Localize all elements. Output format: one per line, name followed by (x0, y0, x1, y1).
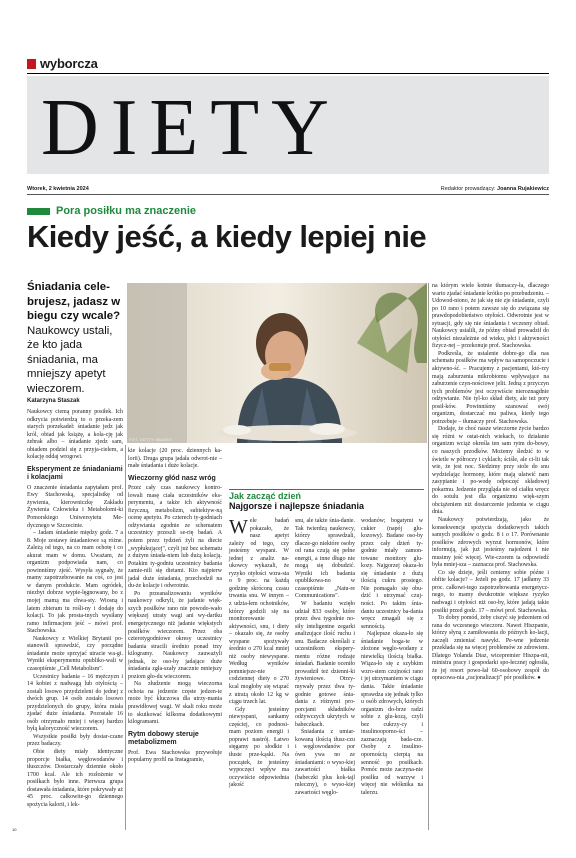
article-photo (127, 283, 427, 443)
paragraph: Naukowcy z Wielkiej Brytanii po-stanowili sprawdzić, czy porządne śniadanie może sprzyjać utracie wa-gi. Wyniki eksperymentu opubliko-wali w czasopiśmie „Cell Metabolism". (27, 635, 123, 672)
paragraph: Przez cały czas naukowcy kontro-lowali masę ciała uczestników eks-perymentu, a także ich aktywność fizyczną, metabolizm, subiektyw-ną ocenę apetytu. Po czterech ty-godniach odżywiania zgodnie ze schematem uczestnicy przeszli se-rię badań. A potem przez tydzień żyli na diecie „wypłukującej", czyli już bez schematu z dużym śniada-niem lub dużą kolacją. Potakim ty-godniu uczestnicy badania zamie-nili się dietami. Kto najpierw jadał duże śniadania, przechodził na du-że kolacje i odwrotnie. (128, 485, 222, 590)
editor-credit (441, 186, 549, 192)
paragraph: Dodaje, że choć nasze wieczorne życie bardzo się różni w ostat-nich wiekach, to działanie organizm wciąż określa ten sam rytm do-bowy, co naszych przodków. Możemy śledzić to w świetle w półroczy i cyklach; ściśle, ale ci-lii tak wie, że jest noc. Siedzimy przy stole do snu wydzielając hormony, które mają ułatwić nam zasypianie i po-wodę odpoczęć składowej pokarmu. Jedzenie przygląda nie od ciałku wręcz do sotulu jest dla organizmu więk-szym obciążeniem niż dostarczenie jedzenia w ciągu dnia. (432, 426, 549, 516)
paragraph: kie kolacje (20 proc. dziennych ka-lorii). Druga grupa jadała odwrot-nie – małe śniadania i duże kolacje. (128, 448, 222, 470)
text-column-6 (432, 283, 549, 683)
paragraph: Podkreśla, że ustalenie dobre-go dla nas schematu posiłków ma wpływ na samopoczucie i aktywno-ść. – Pracujemy z pacjentami, któ-rzy mają zaburzenia mikrobiomu wpływające na zaburzenie czyn-nościowe jelit. Jedną z przyczyn tych problemów jest oczywiście nieroznagdnie odżywianie. Nie tyl-ko skład diety, ale też pory posił-ków. Powinniśmy szanować swój organizm, dostarczać mu paliwa, kiedy tego potrzebuje – tłumaczy prof. Stachowska. (432, 350, 549, 425)
box-top-rule (229, 489, 424, 490)
box-column-1 (229, 518, 289, 790)
paragraph: To dobry pomód, żeby ciszyć się jedzeniem od rana do wczesnego wieczoru. Nawet Hiszpanie, którzy słyną z zamiłowania do późnych ko-lacji, zaczęli zmieniać nawyki. Pe-wne jedzenie przekłada się na więcej problemów ze zdrowiem. Dlatego Yolanda Diaz, wicepremier Hiszpa-nii, ministra pracy i gospodarki spo-łecznej ogłosiła, że jej resort powo-łał 60-osobowy zespół do opracowa-nia „racjonalizacji" pór posiłków. ● (432, 615, 549, 682)
editor-label: Redaktor prowadzący: (440, 186, 498, 192)
article-lead (27, 280, 123, 396)
box-title: Najgorsze i najlepsze śniadania (229, 501, 365, 511)
paragraph: Naukowcy potwierdzają, jako że konsekwencje spożycia dodatkowych takich samych posiłków o godz. 8 i o 17. Porównanie posiłków zdrowych wyrzut hormonów, które informują, jak już jesteśmy najedzeni i nie musimy jeść więcej. Wie-czorem ta odpowiedź była mniej-sza – zaznacza prof. Stachowska. (432, 516, 549, 569)
top-rule (27, 73, 549, 74)
paragraph: Wszystkie posiłki były dostar-czane przez badaczy. (27, 733, 123, 748)
paragraph: Po przeanalizowaniu wyników naukowcy odkryli, że jadanie więk-szych posiłków rano nie powodo-wało większej utraty wagi ani wy-dartku energetycznego niż jadanie więkstych posiłków wieczorem. Przez oba czterotygodniowe okresy uczestnicy badania stracili średnio ponad trzy kilogramy. Naukowcy zauważyli jednak, że oso-by jadające duże śniadania zgła-szały znacznie mniejszy poziom gło-du wieczorem. (128, 590, 222, 680)
lead-text: Naukowcy ustali, że kto jada śniadania, ma mniejszy apetyt wieczorem. (27, 324, 113, 395)
logo-square (27, 59, 36, 69)
article-kicker: Pora posiłku ma znaczenie (56, 205, 196, 217)
box-column-2 (295, 518, 355, 797)
lead-bold: Śniadania cele-brujesz, jadasz w biegu czy wcale? (27, 281, 121, 322)
paragraph: Uczestnicy badania – 16 mężczyzn i 14 kobiet z nadwagą lub otyłością – zostali losowo przydzieleni do jednej z dwóch grup. 14 osób zostało losowo przydzielonych do grupy, która miała zjadać duże śniadania. Pozostałe 16 osób otrzymało mniej i więcej bardzo byłą kaloryczność wieczorem. (27, 673, 123, 733)
column-divider (428, 283, 429, 830)
intro-paragraph: Naukowcy ciemą poranny posiłek. Ich odkrycia potwierdzą to o przeka-zem starych porzekadeł: śniadanie jedz jak król, obiad jak książę, a kola-cję jak żebrak albo – śniadanie zjedz sam, obiadem podziel się z przyja-cielem, a kolację oddaj wrogowi. (27, 409, 123, 461)
editor-name: Joanna Rujakiewicz (497, 186, 549, 192)
masthead (27, 56, 98, 71)
drop-cap: W (229, 516, 248, 538)
box-kicker: Jak zacząć dzień (229, 491, 302, 501)
subheading: Wieczorny głód nasz wróg (128, 474, 216, 482)
kicker-bar (27, 208, 50, 215)
paragraph: ele badań pokazało, że nasz apetyt zależy od tego, czy jesteśmy wyspani. W jednej z analiz na-ukowcy wykazali, że ryzyko otyłości wzra-sta o 9 proc. na każdą godzinę skróconą czasu trwania snu. W innym – z udzia-łem ochotników, którzy godzili się na monitorowanie aktywności, snu, i diety – okazało się, że osoby wyspane spożywały średnio o 270 kcal mniej niż osoby niewyspane. Według wyników pomniejsze-nie codziennej diety o 270 kcal mogłoby się wiązać z utratą około 12 kg w ciągu trzech lat. (229, 518, 289, 706)
paragraph: Gdy jesteśmy niewyspani, sankamy częściej, co podnosi-mam poziom energii i poprawi nastrój. Łatwo sięgamy po słodkie i tłuste prze-kąski. Na początek, że jesteśmy wypoczęci wpływ ma oczywiście odpowiednia jakość (229, 706, 289, 789)
man-eating-breakfast-image (127, 283, 427, 443)
paragraph: O znaczenie śniadania zapytałam prof. Ewy Stachowską, specjalistkę od żywienia, kierowniczkę Zakładu Żywienia Człowieka i Metabolomi-ki Pomorskiego Uniwersytetu Me-dycznego w Szczecinie. (27, 484, 123, 529)
issue-date: Wtorek, 2 kwietnia 2024 (27, 186, 89, 192)
paragraph: Najlepsze okaza-ło się śniadanie boga-te w złożone węglo-wodany z niewielką ilością białka. Wiąza-ło się z szybkim wzro-stem czujności rano i jej utrzymaniem w ciągu dania. Takie śniadanie sprawdza się jednak tylko u osób zdrowych, których organizm do-brze radzi sobie z glu-kozą, czyli bez cukrzy-cy i insulinooporno-ści – zaznaczają bada-cze. Osoby z insulino-opornością cierpią na senność po posiłkach. Pomóc może zaczyna-nie posiłku od warzyw i więcej nie włóknika na talerzu. (361, 631, 423, 796)
paragraph: Na złudzenie mogą wieczorna ochota na jedzenie częste jedzen-ie może być kluczowa dla utrzy-mania prawidłowej wagi. W skali roku może to skutkować kilkoma dodatkowymi kilogramami. (128, 681, 222, 726)
box-column-3 (361, 518, 423, 797)
paragraph: Co się dzieje, jeśli ceniemy sobie późne i obfite kolacje? – Jeżeli po godz. 17 jadłamy 33 proc. całkowi-tego zapotrzebowania energetycz-nego, to mamy dwukrotnie większe ryzyko nadwagi i otyłości niż oso-by, które jadają takie posiłki przed godz. 17 – mówi prof. Stachowska. (432, 569, 549, 614)
paragraph: na którym wiele kotnie tłumaczy-ła, dlaczego warto zjadać śniadanie krótko po przebudzeniu. – Udowod-niono, że jak się nie zje śniadanie, czyli po 10 rano i potem zawsze się do związana się prawdopodobieństwo otyłości. Odwrotnie jest w sytuacji, gdy się nie śniadania i wczesny obiad. Naukowcy ustalili, że późny obiad prowadził do otyłości niezależnie od wieku, płci i aktywności fizycz-nej – przekonuje prof. Stachowska. (432, 283, 549, 350)
page-number: 10 (12, 827, 17, 832)
subheading: Rytm dobowy steruje metabolizmem (128, 730, 199, 747)
article-author: Katarzyna Staszak (27, 398, 80, 404)
section-banner (27, 76, 549, 174)
header-divider (27, 194, 549, 195)
paragraph: W badaniu wzięło udział 833 osoby, które przez dwa tygodnie no-siły inteligentne zegarki analizujące ilość ruchu i snu. Badacze określali z uczestnikom ekspery-mentu różne rodzaje śniadań. Badanie oceniło prowadził też dzienni-ki żywieniowe. Otrzy-mywały przez dwa ty-godnie gotowe śnia-dania z różnymi pro-porcjami składników odżywczych ukrytych w babeczkach. (295, 601, 355, 728)
paragraph: Obie diety miały identyczne proporcje białka, węglowodanów i tłuszczów. Dostarczały dziennie około 1700 kcal. Ale ich rozłożenie w posiłkach było inne. Pierwsza grupa dostawała śniadania, które pokrywały aż 45 proc. całkowite-go dziennego spożycia kalorii, i lek- (27, 748, 123, 808)
text-column-1 (27, 409, 123, 809)
text-column-2 (128, 448, 222, 765)
column-divider (125, 445, 126, 830)
brand-logo: wyborcza (40, 56, 98, 71)
paragraph: Prof. Ewa Stachowska przywołuje popularny profil na Instagramie, (128, 749, 222, 764)
paragraph: – Jadam śniadanie między godz. 7 a 8. Moje zestawy śniadaniowe są różne. Zależą od tego, na co mam ochotę i co akurat mam w domu. Uważam, że organizm podpowiada nam, co powinniśmy zjeść. Wysyła sygnały, że mamy zapotrzebowanie na coś, co jest w danym produkcie. Mam ogródek, niezbyt dobrze wypie-lęgnowany, bo z mojej mamą ma chwa-sty. Wiosną i latem zbieram tu rośli-ny i dodaję do kolacji. To jak prosta-tnych wysiłany ramo infirmacjem jeść – mówi prof. Stachowska. (27, 530, 123, 635)
paragraph: Śniadania z umiar-kowaną ilością tłusz-czu i węglowodanów por ówn ywa no ze śniadaniami: o wyso-kiej zawartości białka (babeczki plus kok-tajl mleczny), o wyso-kiej zawartości węglo- (295, 729, 355, 796)
paragraph: snu, ale także śnia-danie. Tak twierdzą naukowcy, którzy sprawdzali, dlacze-go niektóre osoby od rana czują się pełne energii, a inne długo nie mogą się dobudzić. Wyniki ich badania opublikowa-no w czasopiśmie „Natu-re Communications". (295, 518, 355, 600)
article-headline: Kiedy jeść, a kiedy lepiej nie (27, 219, 426, 254)
paragraph: wodanów; bogatymi w cukier (napój glu-kozowy). Badane oso-by przez cały dzień ty-godnie miały zamon-towane monitory glu-kozy. Najgorzej okaza-ło się śniadanie z dużą ilością cukru prostego. Nie pomagało się obu-dzić i utrzymać czuj-ności. Po takim śnia-daniu uczestnicy ba-dania wręcz zmagali się z sennością. (361, 518, 423, 630)
subheading: Eksperyment ze śniadaniami i kolacjami (27, 465, 123, 482)
section-title: DIETY (41, 84, 341, 172)
photo-credit: FOT. GETTY IMAGES (129, 437, 173, 442)
